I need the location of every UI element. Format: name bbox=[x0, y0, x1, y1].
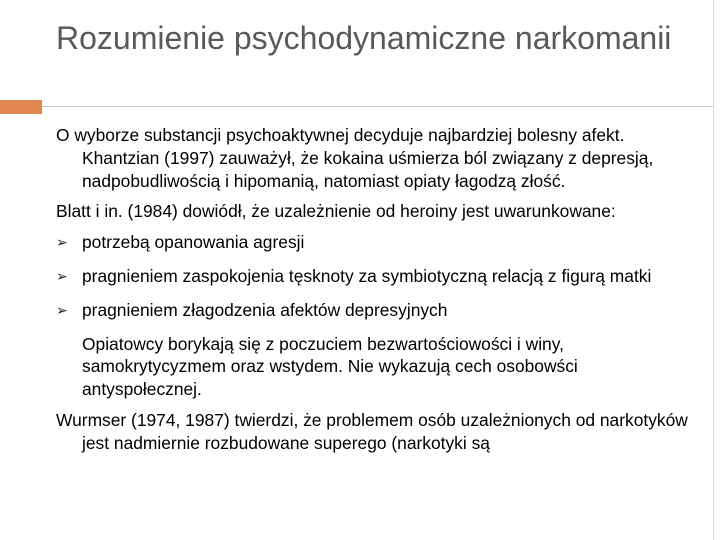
slide-title: Rozumienie psychodynamiczne narkomanii bbox=[56, 20, 672, 56]
bullet-item bbox=[56, 265, 701, 288]
bullet-text: pragnieniem złagodzenia afektów depresyjnych bbox=[82, 299, 448, 320]
arrow-bullet-icon: ➢ bbox=[56, 234, 68, 251]
paragraph-blatt: Blatt i in. (1984) dowiódł, że uzależnienie od heroiny jest uwarunkowane: bbox=[56, 201, 616, 222]
slide-body bbox=[56, 124, 701, 463]
paragraph-wurmser: Wurmser (1974, 1987) twierdzi, że problemem osób uzależnionych od narkotyków jest nadmiernie rozbudowane superego (narkotyki są bbox=[56, 409, 688, 453]
paragraph-substance-choice: O wyborze substancji psychoaktywnej decyduje najbardziej bolesny afekt. Khantzian (1997) zauważył, że kokaina uśmierza ból związany z depresją, nadpobudliwością i hipomanią, natomiast opiaty łagodzą złość. bbox=[56, 125, 654, 191]
bullet-item bbox=[56, 231, 701, 254]
arrow-bullet-icon: ➢ bbox=[56, 267, 68, 284]
arrow-bullet-icon: ➢ bbox=[56, 301, 68, 318]
paragraph-opiate-users: Opiatowcy borykają się z poczuciem bezwartościowości i winy, samokrytycyzmem oraz wstydem. Nie wykazują cech osobowści antyspołecznej. bbox=[82, 333, 578, 400]
bullet-text: pragnieniem zaspokojenia tęsknoty za symbiotyczną relacją z figurą matki bbox=[82, 265, 652, 286]
title-divider bbox=[42, 106, 714, 107]
right-edge-rule bbox=[713, 0, 714, 540]
bullet-text: potrzebą opanowania agresji bbox=[82, 232, 305, 253]
accent-bar bbox=[0, 100, 42, 114]
bullet-item bbox=[56, 299, 701, 322]
